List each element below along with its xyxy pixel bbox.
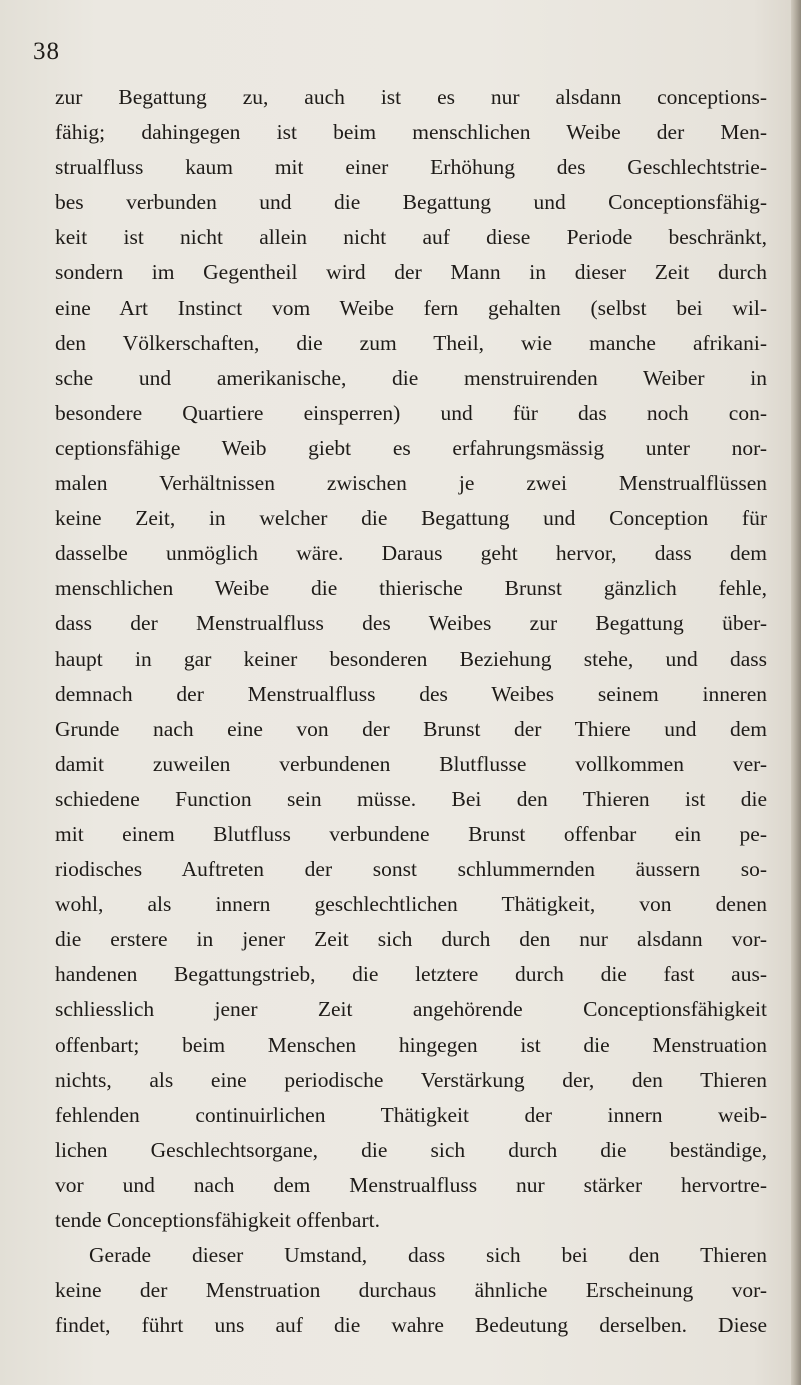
text-line: keine Zeit, in welcher die Begattung und Conception für — [55, 506, 767, 531]
text-line: demnach der Menstrualfluss des Weibes seinem inneren — [55, 681, 767, 706]
text-line: strualfluss kaum mit einer Erhöhung des Geschlechtstrie- — [55, 155, 767, 180]
text-line: Grunde nach eine von der Brunst der Thiere und dem — [55, 716, 767, 741]
text-line: schliesslich jener Zeit angehörende Conceptionsfähigkeit — [55, 997, 767, 1022]
text-line: fehlenden continuirlichen Thätigkeit der innern weib- — [55, 1102, 767, 1127]
text-line: nichts, als eine periodische Verstärkung der, den Thieren — [55, 1067, 767, 1092]
text-line: riodisches Auftreten der sonst schlummernden äussern so- — [55, 857, 767, 882]
text-line: die erstere in jener Zeit sich durch den nur alsdann vor- — [55, 927, 767, 952]
text-line: keit ist nicht allein nicht auf diese Periode beschränkt, — [55, 225, 767, 250]
text-line: handenen Begattungstrieb, die letztere durch die fast aus- — [55, 962, 767, 987]
text-line: besondere Quartiere einsperren) und für das noch con- — [55, 400, 767, 425]
text-line: damit zuweilen verbundenen Blutflusse vollkommen ver- — [55, 751, 767, 776]
text-line: zur Begattung zu, auch ist es nur alsdann conceptions- — [55, 85, 767, 109]
text-line: lichen Geschlechtsorgane, die sich durch die beständige, — [55, 1137, 767, 1162]
text-line: offenbart; beim Menschen hingegen ist die Menstruation — [55, 1032, 767, 1057]
text-line: keine der Menstruation durchaus ähnliche Erscheinung vor- — [55, 1278, 767, 1303]
text-line: ceptionsfähige Weib giebt es erfahrungsmässig unter nor- — [55, 435, 767, 460]
text-line: menschlichen Weibe die thierische Brunst gänzlich fehle, — [55, 576, 767, 601]
text-line: bes verbunden und die Begattung und Conceptionsfähig- — [55, 190, 767, 215]
page-number: 38 — [33, 38, 60, 65]
text-line: wohl, als innern geschlechtlichen Thätigkeit, von denen — [55, 892, 767, 917]
text-line: dasselbe unmöglich wäre. Daraus geht hervor, dass dem — [55, 541, 767, 566]
text-line: sondern im Gegentheil wird der Mann in dieser Zeit durch — [55, 260, 767, 285]
text-line: findet, führt uns auf die wahre Bedeutung derselben. Diese — [55, 1313, 767, 1338]
text-line: schiedene Function sein müsse. Bei den Thieren ist die — [55, 786, 767, 811]
text-line-paragraph-start: Gerade dieser Umstand, dass sich bei den Thieren — [89, 1243, 767, 1268]
text-line: malen Verhältnissen zwischen je zwei Menstrualflüssen — [55, 471, 767, 496]
text-line: mit einem Blutfluss verbundene Brunst offenbar ein pe- — [55, 821, 767, 846]
text-line: vor und nach dem Menstrualfluss nur stärker hervortre- — [55, 1172, 767, 1197]
text-line: sche und amerikanische, die menstruirenden Weiber in — [55, 365, 767, 390]
text-line: den Völkerschaften, die zum Theil, wie manche afrikani- — [55, 330, 767, 355]
text-line-paragraph-end: tende Conceptionsfähigkeit offenbart. — [55, 1208, 380, 1232]
text-line: fähig; dahingegen ist beim menschlichen Weibe der Men- — [55, 120, 767, 145]
text-line: dass der Menstrualfluss des Weibes zur Begattung über- — [55, 611, 767, 636]
body-text — [55, 80, 767, 1343]
text-line: eine Art Instinct vom Weibe fern gehalten (selbst bei wil- — [55, 295, 767, 320]
page-edge-shadow — [791, 0, 801, 1385]
text-line: haupt in gar keiner besonderen Beziehung stehe, und dass — [55, 646, 767, 671]
